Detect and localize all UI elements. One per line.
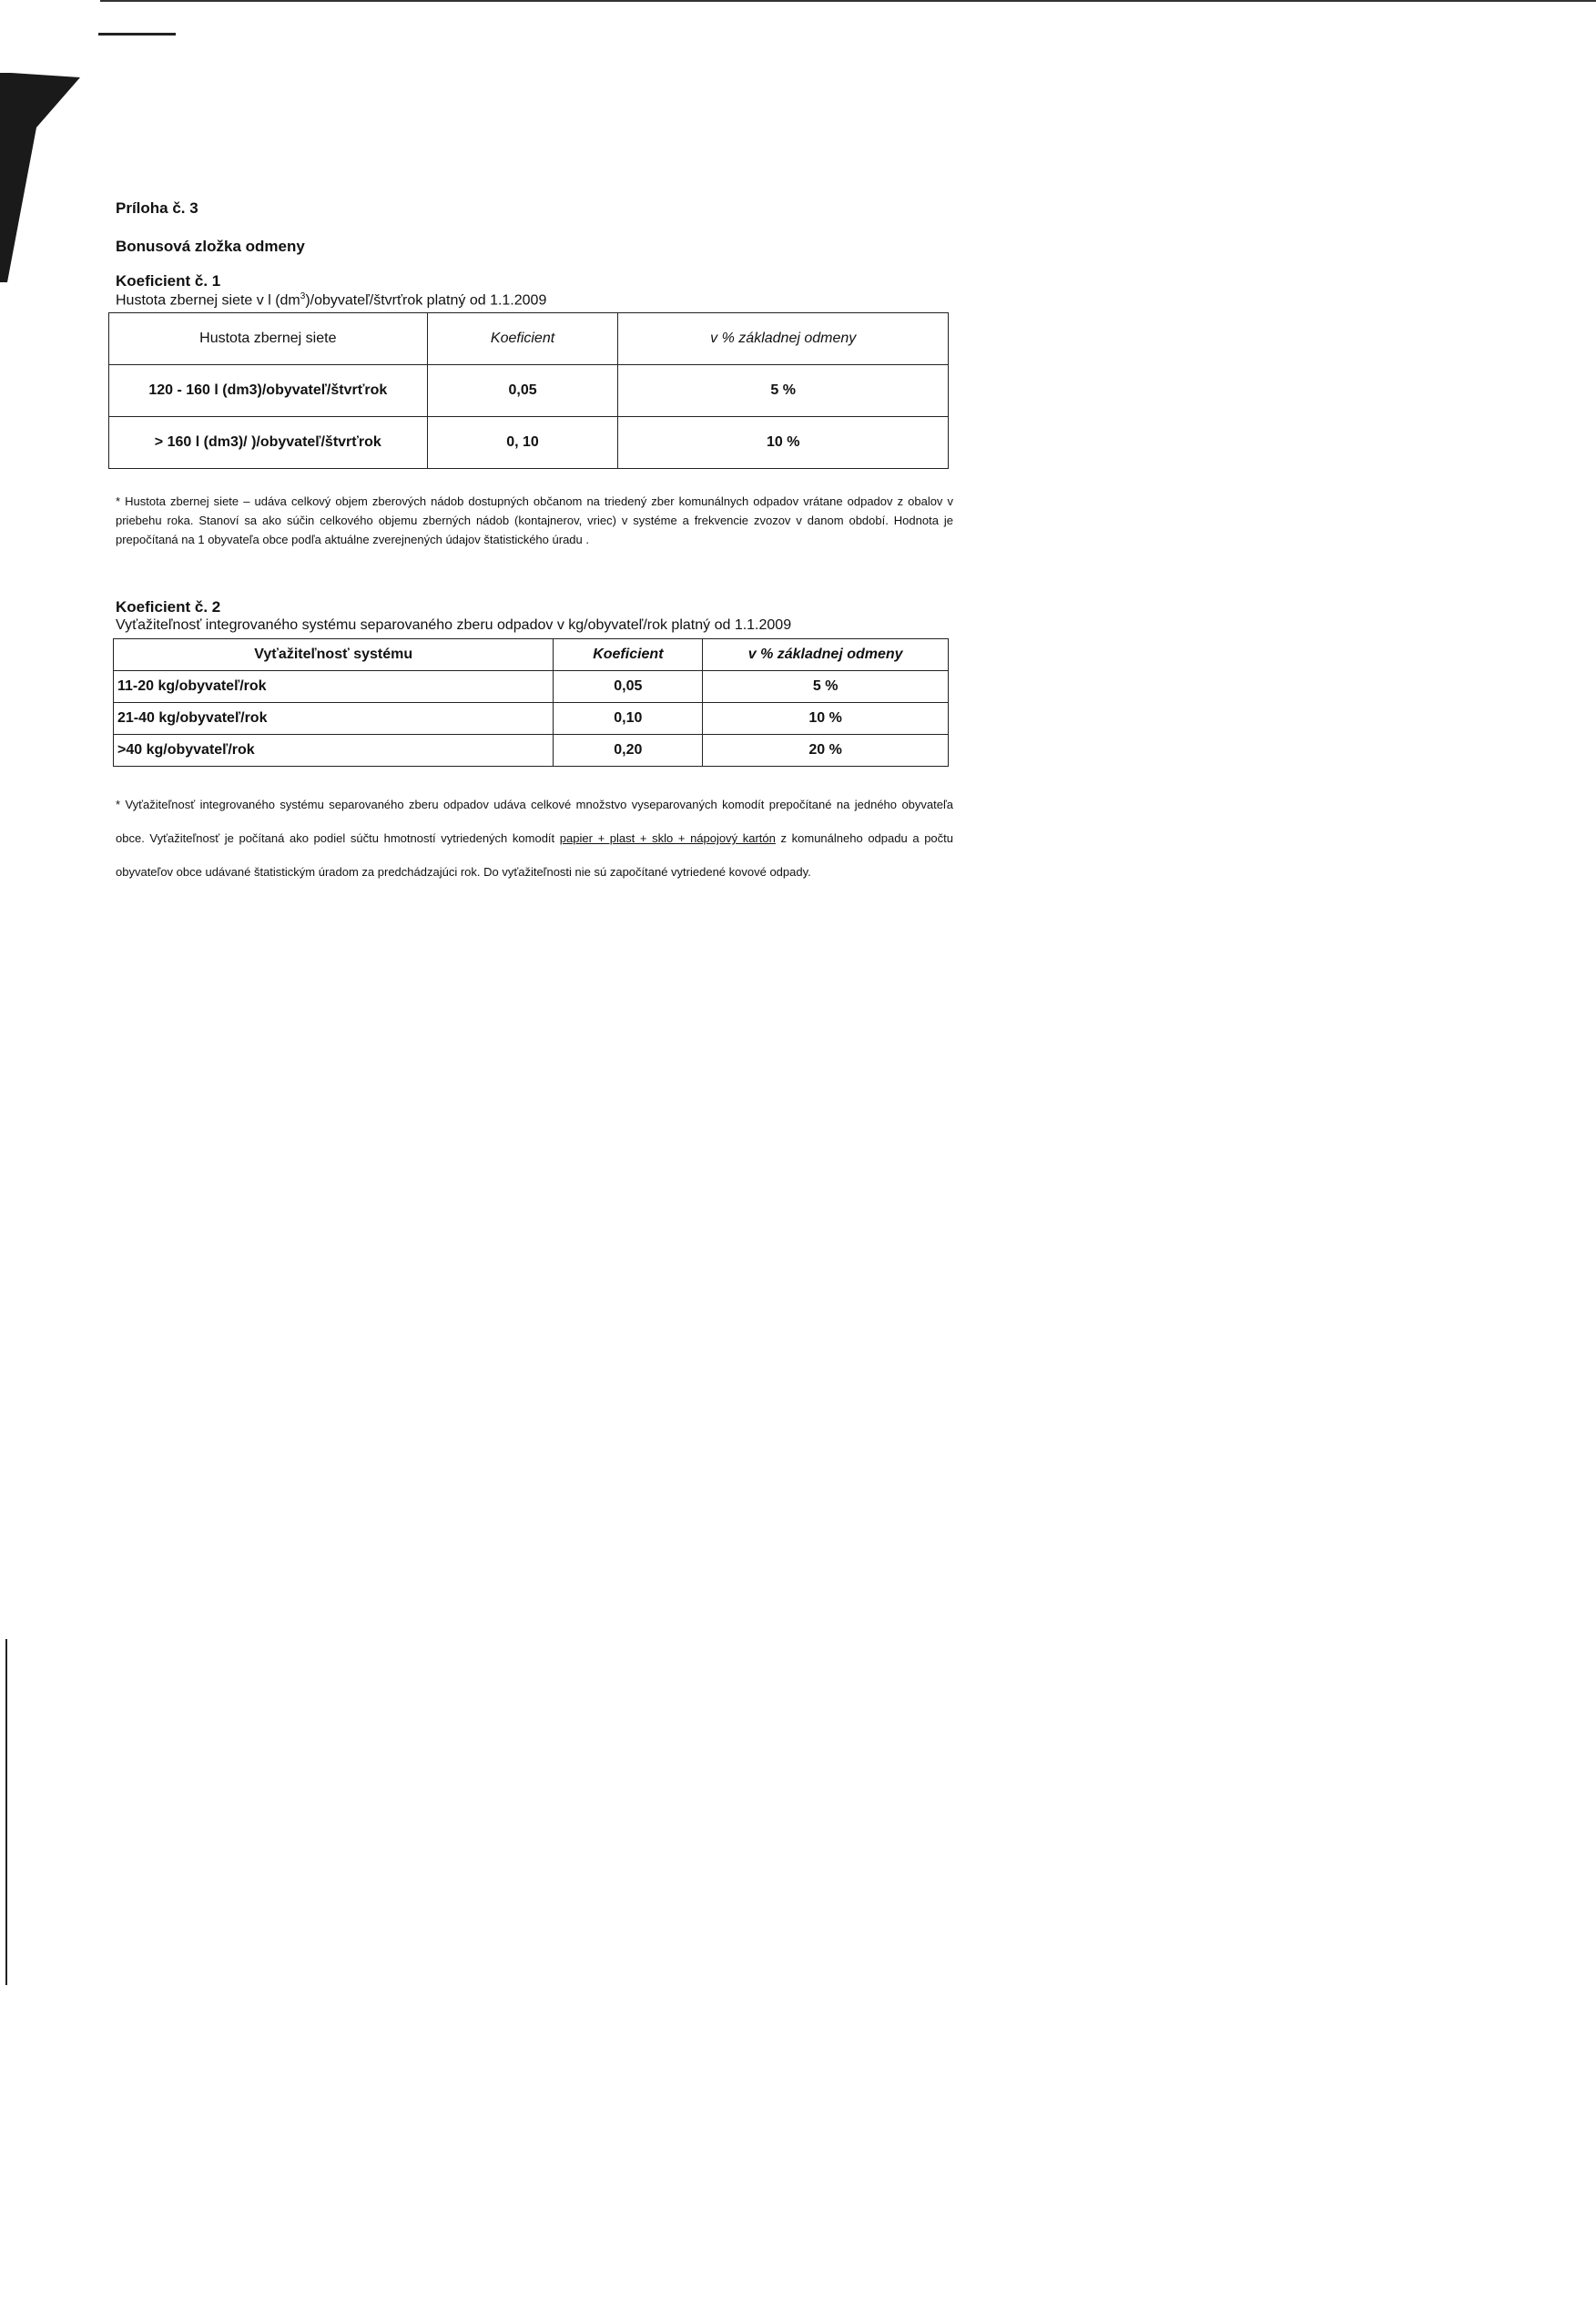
table-header-row: [114, 639, 949, 671]
coef1-note: * Hustota zbernej siete – udáva celkový objem zberových nádob dostupných občanom na triedený zber komunálnych odpadov vrátane odpadov z obalov v priebehu roka. Stanoví sa ako súčin celkového objemu zberných nádob (kontajnerov, vriec) v systéme a frekvencie zvozov v danom období. Hodnota je prepočítaná na 1 obyvateľa obce podľa aktuálne zverejnených údajov štatistického úradu .: [116, 494, 953, 546]
table-row: [114, 735, 949, 767]
coef2-note: * Vyťažiteľnosť integrovaného systému separovaného zberu odpadov udáva celkové množstvo vyseparovaných komodít prepočítané na jedného obyvateľa obce. Vyťažiteľnosť je počítaná ako podiel súčtu hmotností vytriedených komodít papier + plast + sklo + nápojový kartón z komunálneho odpadu a počtu obyvateľov obce udávané štatistickým úradom za predchádzajúci rok. Do vyťažiteľnosti nie sú započítané vytriedené kovové odpady.: [116, 798, 953, 879]
bonus-title: Bonusová zložka odmeny: [116, 238, 305, 255]
scan-mark: [98, 33, 176, 36]
coef2-table: [113, 638, 949, 767]
table-cell: 0,05: [554, 671, 703, 703]
table-cell: 0,20: [554, 735, 703, 767]
table-cell: 0, 10: [427, 417, 618, 469]
table-row: [114, 703, 949, 735]
table-cell: 10 %: [618, 417, 949, 469]
table-cell: 20 %: [703, 735, 949, 767]
coef2-title: Koeficient č. 2: [116, 598, 221, 616]
column-header: Koeficient: [554, 639, 703, 671]
scan-corner-shadow: [0, 73, 82, 282]
column-header: Hustota zbernej siete: [109, 313, 428, 365]
table-cell: 0,10: [554, 703, 703, 735]
scan-edge-line: [100, 0, 1596, 2]
coef1-subtitle: Hustota zbernej siete v l $(dm^3)/obyvateľ$/štvrťrok platný od 1.1.2009: [116, 291, 547, 309]
table-cell: 10 %: [703, 703, 949, 735]
table-cell: 120 - 160 l (dm3)/obyvateľ/štvrťrok: [109, 365, 428, 417]
coef2-subtitle: Vyťažiteľnosť integrovaného systému separovaného zberu odpadov v kg/obyvateľ/rok platný od 1.1.2009: [116, 617, 792, 633]
table-cell: 21-40 kg/obyvateľ/rok: [114, 703, 554, 735]
table-header-row: [109, 313, 949, 365]
table-cell: 5 %: [618, 365, 949, 417]
table-cell: 5 %: [703, 671, 949, 703]
column-header: Vyťažiteľnosť systému: [114, 639, 554, 671]
column-header: v % základnej odmeny: [703, 639, 949, 671]
coef1-table: [108, 312, 949, 469]
table-row: [109, 417, 949, 469]
coef1-title: Koeficient č. 1: [116, 272, 221, 290]
table-cell: 11-20 kg/obyvateľ/rok: [114, 671, 554, 703]
table-cell: 0,05: [427, 365, 618, 417]
table-row: [109, 365, 949, 417]
table-cell: >40 kg/obyvateľ/rok: [114, 735, 554, 767]
column-header: v % základnej odmeny: [618, 313, 949, 365]
table-cell: > 160 l (dm3)/ )/obyvateľ/štvrťrok: [109, 417, 428, 469]
scan-left-edge: [5, 1639, 7, 1985]
table-row: [114, 671, 949, 703]
column-header: Koeficient: [427, 313, 618, 365]
annex-title: Príloha č. 3: [116, 199, 198, 217]
